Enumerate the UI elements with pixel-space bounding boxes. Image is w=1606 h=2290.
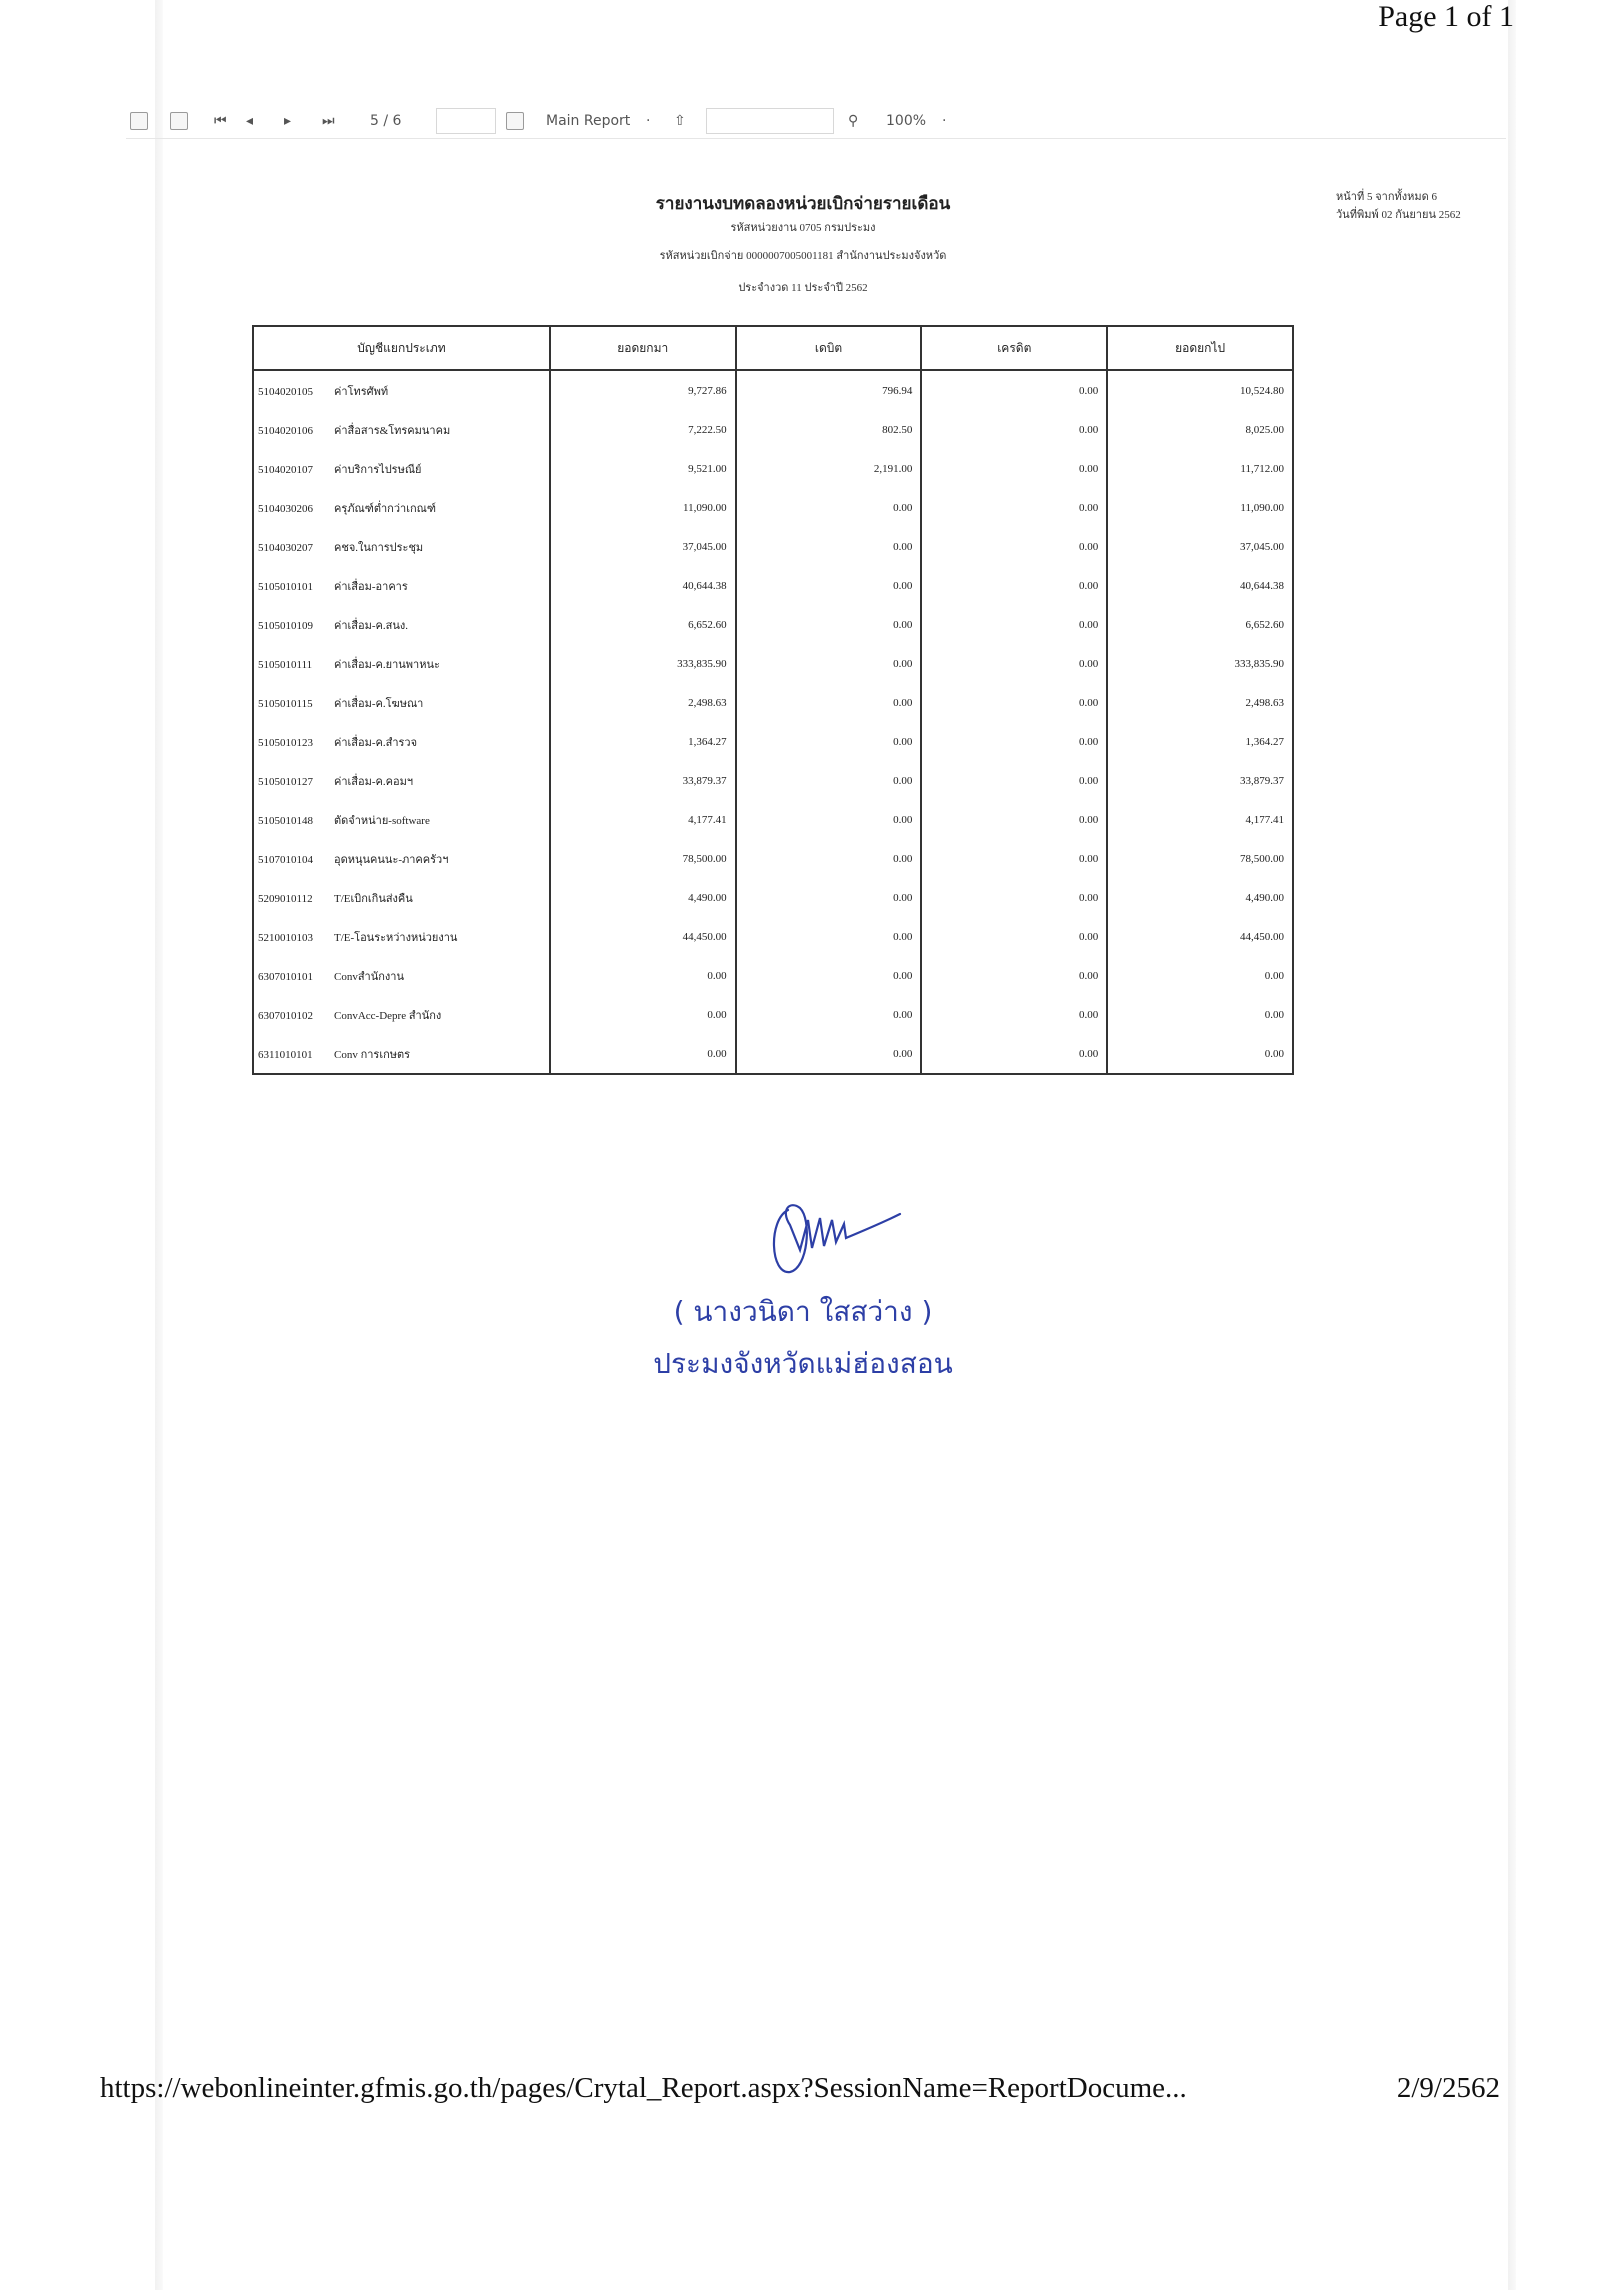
table-row — [253, 410, 1293, 449]
credit-cell: 0.00 — [921, 917, 1107, 956]
brought-forward-cell: 1,364.27 — [550, 722, 736, 761]
account-cell — [253, 800, 550, 839]
carried-forward-cell: 6,652.60 — [1107, 605, 1293, 644]
scan-edge — [155, 0, 163, 2290]
header-account: บัญชีแยกประเภท — [253, 326, 550, 370]
account-code: 5105010109 — [258, 619, 313, 632]
carried-forward-cell: 33,879.37 — [1107, 761, 1293, 800]
table-row — [253, 839, 1293, 878]
credit-cell: 0.00 — [921, 995, 1107, 1034]
page-info-block — [1336, 188, 1461, 224]
account-name: ค่าโทรศัพท์ — [334, 385, 389, 398]
agency-line: รหัสหน่วยงาน 0705 กรมประมง — [730, 222, 876, 234]
page-indicator: 5 / 6 — [370, 113, 402, 129]
table-row — [253, 956, 1293, 995]
brought-forward-cell: 40,644.38 — [550, 566, 736, 605]
account-cell — [253, 566, 550, 605]
debit-cell: 0.00 — [736, 878, 922, 917]
first-page-icon[interactable]: ⏮ — [214, 113, 227, 129]
brought-forward-cell: 0.00 — [550, 995, 736, 1034]
parent-report-icon[interactable]: ⇧ — [674, 113, 686, 129]
handwritten-signature — [760, 1180, 920, 1290]
export-icon[interactable] — [130, 112, 148, 130]
carried-forward-cell: 4,177.41 — [1107, 800, 1293, 839]
credit-cell: 0.00 — [921, 527, 1107, 566]
account-name: ค่าเสื่อม-ค.คอมฯ — [334, 775, 414, 788]
debit-cell: 0.00 — [736, 683, 922, 722]
brought-forward-cell: 9,727.86 — [550, 370, 736, 410]
carried-forward-cell: 333,835.90 — [1107, 644, 1293, 683]
signer-position: ประมงจังหวัดแม่ฮ่องสอน — [653, 1347, 953, 1380]
footer-url: https://webonlineinter.gfmis.go.th/pages/Crytal_Report.aspx?SessionName=ReportDocume... — [100, 2072, 1187, 2104]
account-cell — [253, 839, 550, 878]
table-row — [253, 566, 1293, 605]
account-name: ครุภัณฑ์ต่ำกว่าเกณฑ์ — [334, 502, 436, 515]
header-credit: เครดิต — [921, 326, 1107, 370]
carried-forward-cell: 8,025.00 — [1107, 410, 1293, 449]
brought-forward-cell: 4,177.41 — [550, 800, 736, 839]
account-name: ConvAcc-Depre สำนักง — [334, 1009, 442, 1022]
account-name: T/Eเบิกเกินส่งคืน — [334, 892, 413, 905]
account-code: 5105010127 — [258, 775, 313, 788]
account-name: ค่าเสื่อม-ค.ยานพาหนะ — [334, 658, 440, 671]
credit-cell: 0.00 — [921, 605, 1107, 644]
carried-forward-cell: 11,712.00 — [1107, 449, 1293, 488]
brought-forward-cell: 6,652.60 — [550, 605, 736, 644]
account-cell — [253, 956, 550, 995]
account-code: 5104030207 — [258, 541, 313, 554]
account-cell — [253, 683, 550, 722]
credit-cell: 0.00 — [921, 488, 1107, 527]
debit-cell: 0.00 — [736, 956, 922, 995]
debit-cell: 0.00 — [736, 839, 922, 878]
table-row — [253, 527, 1293, 566]
debit-cell: 802.50 — [736, 410, 922, 449]
account-name: ค่าเสื่อม-อาคาร — [334, 580, 408, 593]
table-row — [253, 370, 1293, 410]
debit-cell: 0.00 — [736, 722, 922, 761]
carried-forward-cell: 44,450.00 — [1107, 917, 1293, 956]
carried-forward-cell: 0.00 — [1107, 956, 1293, 995]
account-code: 6307010102 — [258, 1009, 313, 1022]
trial-balance-table — [252, 325, 1294, 1075]
account-code: 5104030206 — [258, 502, 313, 515]
account-code: 5104020105 — [258, 385, 313, 398]
debit-cell: 0.00 — [736, 566, 922, 605]
carried-forward-cell: 1,364.27 — [1107, 722, 1293, 761]
account-name: Convสำนักงาน — [334, 970, 404, 983]
table-row — [253, 800, 1293, 839]
credit-cell: 0.00 — [921, 644, 1107, 683]
account-code: 5105010148 — [258, 814, 313, 827]
last-page-icon[interactable]: ⏭ — [322, 113, 335, 129]
account-cell — [253, 527, 550, 566]
print-icon[interactable] — [170, 112, 188, 130]
credit-cell: 0.00 — [921, 370, 1107, 410]
table-row — [253, 995, 1293, 1034]
credit-cell: 0.00 — [921, 839, 1107, 878]
debit-cell: 0.00 — [736, 800, 922, 839]
search-input[interactable] — [706, 108, 834, 134]
brought-forward-cell: 11,090.00 — [550, 488, 736, 527]
account-name: ตัดจำหน่าย-software — [334, 814, 430, 827]
brought-forward-cell: 7,222.50 — [550, 410, 736, 449]
debit-cell: 0.00 — [736, 605, 922, 644]
brought-forward-cell: 78,500.00 — [550, 839, 736, 878]
next-page-icon[interactable]: ▸ — [284, 113, 292, 129]
table-row — [253, 878, 1293, 917]
credit-cell: 0.00 — [921, 878, 1107, 917]
table-row — [253, 761, 1293, 800]
account-cell — [253, 410, 550, 449]
account-cell — [253, 488, 550, 527]
header-brought-forward: ยอดยกมา — [550, 326, 736, 370]
credit-cell: 0.00 — [921, 800, 1107, 839]
account-name: ค่าเสื่อม-ค.โฆษณา — [334, 697, 424, 710]
carried-forward-cell: 4,490.00 — [1107, 878, 1293, 917]
page-number: Page 1 of 1 — [1378, 0, 1514, 33]
header-debit: เดบิต — [736, 326, 922, 370]
credit-cell: 0.00 — [921, 1034, 1107, 1074]
debit-cell: 0.00 — [736, 488, 922, 527]
carried-forward-cell: 10,524.80 — [1107, 370, 1293, 410]
account-code: 5209010112 — [258, 892, 313, 905]
account-name: ค่าสื่อสาร&โทรคมนาคม — [334, 424, 451, 437]
account-code: 5105010101 — [258, 580, 313, 593]
table-row — [253, 683, 1293, 722]
brought-forward-cell: 37,045.00 — [550, 527, 736, 566]
chevron-down-icon[interactable]: · — [646, 113, 651, 129]
account-code: 5105010123 — [258, 736, 313, 749]
print-date: วันที่พิมพ์ 02 กันยายน 2562 — [1336, 209, 1461, 221]
account-cell — [253, 917, 550, 956]
account-code: 6311010101 — [258, 1048, 313, 1061]
table-row — [253, 722, 1293, 761]
zoom-level[interactable]: 100% — [886, 113, 927, 129]
table-row — [253, 488, 1293, 527]
account-cell — [253, 370, 550, 410]
report-toolbar — [126, 106, 1506, 139]
debit-cell: 0.00 — [736, 917, 922, 956]
account-name: คชจ.ในการประชุม — [334, 541, 424, 554]
debit-cell: 0.00 — [736, 1034, 922, 1074]
credit-cell: 0.00 — [921, 956, 1107, 995]
debit-cell: 2,191.00 — [736, 449, 922, 488]
credit-cell: 0.00 — [921, 449, 1107, 488]
carried-forward-cell: 11,090.00 — [1107, 488, 1293, 527]
account-name: ค่าเสื่อม-ค.สำรวจ — [334, 736, 418, 749]
goto-page-input[interactable] — [436, 108, 496, 134]
carried-forward-cell: 2,498.63 — [1107, 683, 1293, 722]
signer-name: ( นางวนิดา ใสสว่าง ) — [673, 1295, 933, 1328]
brought-forward-cell: 4,490.00 — [550, 878, 736, 917]
account-cell — [253, 605, 550, 644]
account-code: 5107010104 — [258, 853, 313, 866]
brought-forward-cell: 44,450.00 — [550, 917, 736, 956]
table-row — [253, 644, 1293, 683]
carried-forward-cell: 0.00 — [1107, 995, 1293, 1034]
credit-cell: 0.00 — [921, 410, 1107, 449]
brought-forward-cell: 0.00 — [550, 1034, 736, 1074]
period-line: ประจำงวด 11 ประจำปี 2562 — [738, 282, 868, 294]
zoom-chevron-icon[interactable]: · — [942, 113, 947, 129]
scan-edge-right — [1508, 0, 1516, 2290]
carried-forward-cell: 37,045.00 — [1107, 527, 1293, 566]
account-name: T/E-โอนระหว่างหน่วยงาน — [334, 931, 458, 944]
goto-page-icon[interactable] — [506, 112, 524, 130]
debit-cell: 0.00 — [736, 995, 922, 1034]
table-row — [253, 1034, 1293, 1074]
table-row — [253, 917, 1293, 956]
brought-forward-cell: 9,521.00 — [550, 449, 736, 488]
brought-forward-cell: 33,879.37 — [550, 761, 736, 800]
report-selector[interactable]: Main Report — [546, 113, 631, 129]
account-code: 5104020106 — [258, 424, 313, 437]
credit-cell: 0.00 — [921, 566, 1107, 605]
binoculars-icon[interactable]: ⚲ — [848, 113, 859, 129]
account-code: 5210010103 — [258, 931, 313, 944]
table-row — [253, 605, 1293, 644]
carried-forward-cell: 78,500.00 — [1107, 839, 1293, 878]
account-cell — [253, 1034, 550, 1074]
account-code: 5105010111 — [258, 658, 313, 671]
credit-cell: 0.00 — [921, 761, 1107, 800]
debit-cell: 0.00 — [736, 644, 922, 683]
account-cell — [253, 449, 550, 488]
debit-cell: 0.00 — [736, 761, 922, 800]
table-row — [253, 449, 1293, 488]
account-cell — [253, 878, 550, 917]
account-code: 5104020107 — [258, 463, 313, 476]
table-header-row — [253, 326, 1293, 370]
account-name: ค่าเสื่อม-ค.สนง. — [334, 619, 408, 632]
account-name: ค่าบริการไปรษณีย์ — [334, 463, 422, 476]
brought-forward-cell: 333,835.90 — [550, 644, 736, 683]
account-cell — [253, 761, 550, 800]
credit-cell: 0.00 — [921, 683, 1107, 722]
account-cell — [253, 995, 550, 1034]
account-code: 6307010101 — [258, 970, 313, 983]
account-cell — [253, 644, 550, 683]
disbursement-line: รหัสหน่วยเบิกจ่าย 0000007005001181 สำนักงานประมงจังหวัด — [659, 250, 947, 262]
previous-page-icon[interactable]: ◂ — [246, 113, 254, 129]
brought-forward-cell: 0.00 — [550, 956, 736, 995]
account-name: อุดหนุนคนนะ-ภาคครัวฯ — [334, 853, 449, 866]
brought-forward-cell: 2,498.63 — [550, 683, 736, 722]
debit-cell: 796.94 — [736, 370, 922, 410]
account-code: 5105010115 — [258, 697, 313, 710]
debit-cell: 0.00 — [736, 527, 922, 566]
carried-forward-cell: 40,644.38 — [1107, 566, 1293, 605]
page-info: หน้าที่ 5 จากทั้งหมด 6 — [1336, 191, 1437, 203]
credit-cell: 0.00 — [921, 722, 1107, 761]
footer-date: 2/9/2562 — [1396, 2072, 1500, 2104]
header-carried-forward: ยอดยกไป — [1107, 326, 1293, 370]
report-title: รายงานงบทดลองหน่วยเบิกจ่ายรายเดือน — [655, 194, 951, 213]
account-name: Conv การเกษตร — [334, 1048, 411, 1061]
account-cell — [253, 722, 550, 761]
carried-forward-cell: 0.00 — [1107, 1034, 1293, 1074]
